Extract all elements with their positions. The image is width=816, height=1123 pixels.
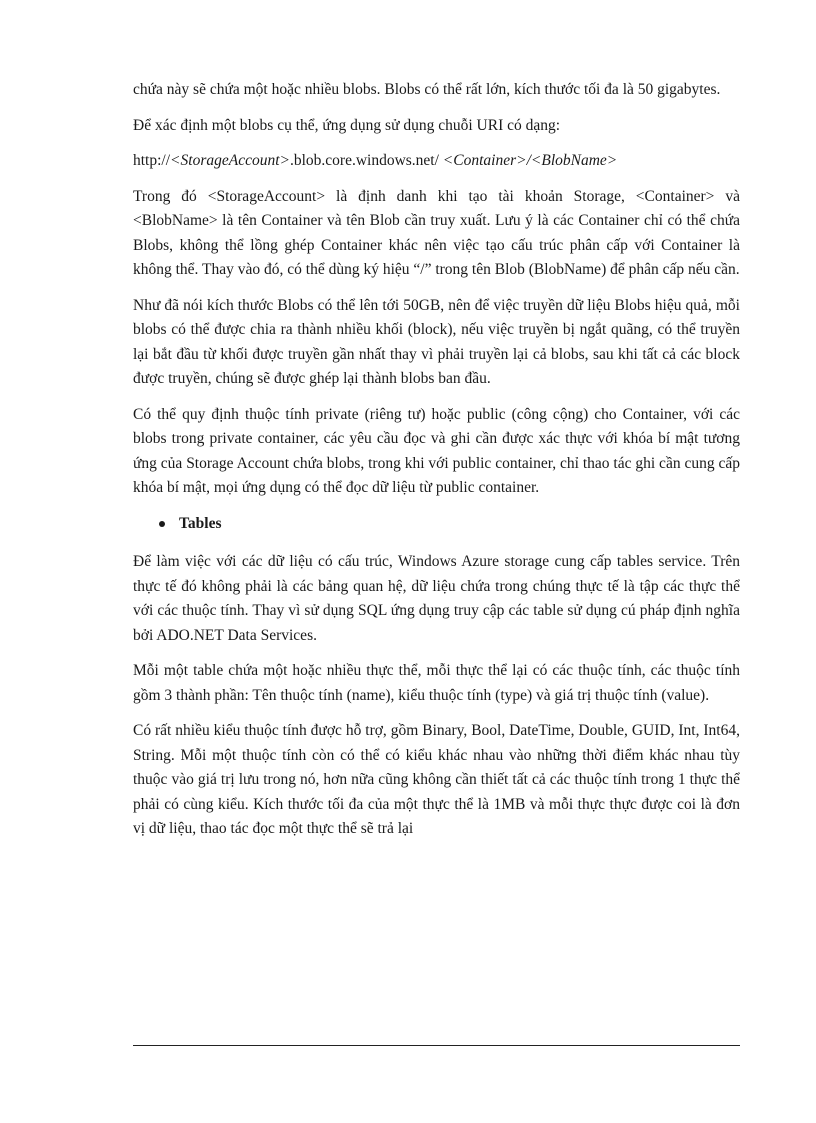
section-heading-tables bbox=[133, 512, 740, 537]
uri-container: <Container> bbox=[442, 152, 527, 169]
paragraph-tables-intro: Để làm việc với các dữ liệu có cấu trúc, Windows Azure storage cung cấp tables service. Trên thực tế đó không phải là các bảng quan hệ, dữ liệu chứa trong chúng thực tế là tập các thực thể với các thuộc tính. Thay vì sử dụng SQL ứng dụng truy cập các table sử dụng cú pháp định nghĩa bởi ADO.NET Data Services. bbox=[133, 553, 740, 644]
blob-uri-format bbox=[133, 149, 740, 174]
uri-prefix: http:// bbox=[133, 152, 171, 169]
paragraph-blob-size: chứa này sẽ chứa một hoặc nhiều blobs. Blobs có thể rất lớn, kích thước tối đa là 50 gigabytes. bbox=[133, 81, 721, 98]
paragraph-blocks: Như đã nói kích thước Blobs có thể lên tới 50GB, nên để việc truyền dữ liệu Blobs hiệu quả, mỗi blobs có thể được chia ra thành nhiều khối (block), nếu việc truyền bị ngắt quãng, có thể truyền lại bắt đầu từ khối được truyền gần nhất thay vì phải truyền lại cả blobs, sau khi tất cả các block được truyền, chúng sẽ được ghép lại thành blobs ban đầu. bbox=[133, 296, 740, 387]
uri-domain: .blob.core.windows.net/ bbox=[289, 152, 443, 169]
footer-rule bbox=[133, 1045, 740, 1046]
paragraph-access: Có thể quy định thuộc tính private (riêng tư) hoặc public (công cộng) cho Container, với các blobs trong private container, các yêu cầu đọc và ghi cần được xác thực với khóa bí mật tương ứng của Storage Account chứa blobs, trong khi với public container, chỉ thao tác ghi cần cung cấp khóa bí mật, mọi ứng dụng có thể đọc dữ liệu từ public container. bbox=[133, 405, 740, 496]
uri-blob-name: <BlobName> bbox=[530, 152, 618, 169]
paragraph-uri-intro: Để xác định một blobs cụ thể, ứng dụng sử dụng chuỗi URI có dạng: bbox=[133, 116, 561, 134]
uri-storage-account: <StorageAccount> bbox=[170, 152, 290, 169]
paragraph-uri-explanation: Trong đó <StorageAccount> là định danh khi tạo tài khoản Storage, <Container> và <BlobName> là tên Container và tên Blob cần truy xuất. Lưu ý là các Container chỉ có thể chứa Blobs, không thể lồng ghép Container khác nên việc tạo cấu trúc phân cấp với Container là không thể. Thay vào đó, có thể dùng ký hiệu “/” trong tên Blob (BlobName) để phân cấp nếu cần. bbox=[133, 187, 740, 278]
paragraph-property-types: Có rất nhiều kiểu thuộc tính được hỗ trợ, gồm Binary, Bool, DateTime, Double, GUID, Int, Int64, String. Mỗi một thuộc tính còn có thể có kiểu khác nhau vào những thời điểm khác nhau tùy thuộc vào giá trị lưu trong nó, hơn nữa cũng không cần thiết tất cả các thuộc tính trong 1 thực thể phải có cùng kiểu. Kích thước tối đa của một thực thể là 1MB và mỗi thực thực được coi là đơn vị dữ liệu, thao tác đọc một thực thể sẽ trả lại bbox=[133, 722, 740, 837]
uri-slash: / bbox=[526, 152, 531, 169]
paragraph-entities: Mỗi một table chứa một hoặc nhiều thực thể, mỗi thực thể lại có các thuộc tính, các thuộc tính gồm 3 thành phần: Tên thuộc tính (name), kiểu thuộc tính (type) và giá trị thuộc tính (value). bbox=[133, 662, 740, 704]
document-body bbox=[133, 78, 740, 853]
bullet-dot-icon bbox=[159, 521, 165, 527]
section-heading-text: Tables bbox=[179, 514, 222, 532]
